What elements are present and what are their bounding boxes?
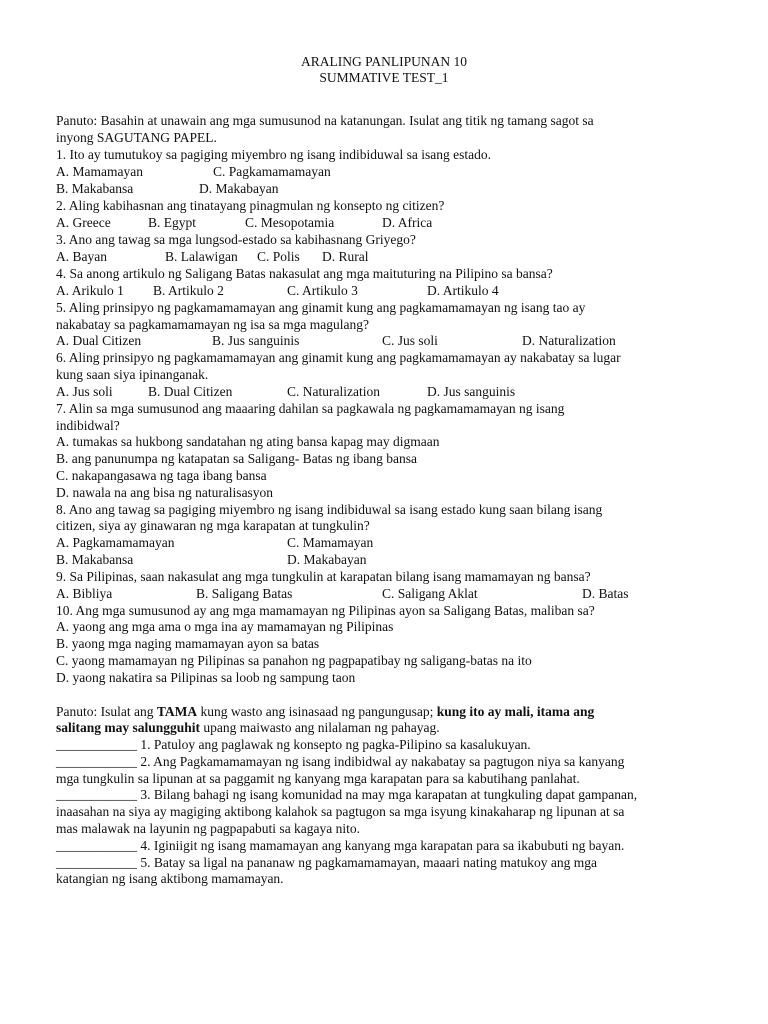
tf-item-2: ____________ 2. Ang Pagkamamamayan ng isang indibidwal ay nakabatay sa pagtugon niya sa kanyang [56,754,625,769]
question-5-choice-b: B. Jus sanguinis [212,333,300,348]
answer-blank[interactable]: ____________ [56,855,137,870]
document-title: ARALING PANLIPUNAN 10 [300,54,467,69]
question-3-choice-a: A. Bayan [56,249,107,264]
question-2-choice-d: D. Africa [382,215,433,230]
question-8-choice-c: C. Mamamayan [287,535,374,550]
question-3-choice-b: B. Lalawigan [165,249,238,264]
question-7-choice-b: B. ang panunumpa ng katapatan sa Saligang- Batas ng ibang bansa [56,451,418,466]
question-5-choice-c: C. Jus soli [382,333,438,348]
question-10-choice-d: D. yaong nakatira sa Pilipinas sa loob ng sampung taon [56,670,356,685]
tf-item-3: ____________ 3. Bilang bahagi ng isang komunidad na may mga karapatan at tungkuling dapat gampanan, [56,787,638,802]
question-5-choice-d: D. Naturalization [522,333,616,348]
question-10-choice-a: A. yaong ang mga ama o mga ina ay mamamayan ng Pilipinas [56,619,394,634]
question-4-stem: 4. Sa anong artikulo ng Saligang Batas nakasulat ang mga maituturing na Pilipino sa bansa? [56,266,553,281]
question-6-choice-c: C. Naturalization [287,384,380,399]
tf-item-1: ____________ 1. Patuloy ang paglawak ng konsepto ng pagka-Pilipino sa kasalukuyan. [56,737,531,752]
question-10-choice-c: C. yaong mamamayan ng Pilipinas sa panahon ng pagpapatibay ng saligang-batas na ito [56,653,532,668]
tf-item-4: ____________ 4. Iginiigit ng isang mamamayan ang kanyang mga karapatan para sa ikabubuti ng bayan. [56,838,625,853]
question-6-stem-line-1: 6. Aling prinsipyo ng pagkamamamayan ang ginamit kung ang pagkamamamayan ay nakabatay sa lugar [56,350,621,365]
tf-item-3-cont-1: inaasahan na siya ay magiging aktibong kalahok sa pagtugon sa mga isyung kinakaharap ng lipunan at sa [56,804,625,819]
question-1-choice-a: A. Mamamayan [56,164,143,179]
answer-blank[interactable]: ____________ [56,754,137,769]
question-9-choice-a: A. Bibliya [56,586,113,601]
answer-blank[interactable]: ____________ [56,838,137,853]
correction-instruction: kung ito ay mali, itama ang [436,704,595,719]
question-4-choice-c: C. Artikulo 3 [287,283,358,298]
question-1-choice-c: C. Pagkamamamayan [213,164,331,179]
question-1-choice-d: D. Makabayan [199,181,279,196]
question-8-choice-b: B. Makabansa [56,552,134,567]
tama-keyword: TAMA [156,704,198,719]
question-7-choice-d: D. nawala na ang bisa ng naturalisasyon [56,485,274,500]
question-2-choice-c: C. Mesopotamia [245,215,335,230]
question-1-choice-b: B. Makabansa [56,181,134,196]
question-9-stem: 9. Sa Pilipinas, saan nakasulat ang mga tungkulin at karapatan bilang isang mamamayan ng bansa? [56,569,591,584]
question-6-choice-d: D. Jus sanguinis [427,384,516,399]
question-4-choice-d: D. Artikulo 4 [427,283,499,298]
document-subtitle: SUMMATIVE TEST_1 [319,70,449,85]
question-4-choice-b: B. Artikulo 2 [153,283,224,298]
question-6-choice-b: B. Dual Citizen [148,384,233,399]
question-1-stem: 1. Ito ay tumutukoy sa pagiging miyembro ng isang indibiduwal sa isang estado. [56,147,491,162]
question-4-choice-a: A. Arikulo 1 [56,283,124,298]
question-8-choice-d: D. Makabayan [287,552,367,567]
question-6-choice-a: A. Jus soli [56,384,113,399]
tf-item-5: ____________ 5. Batay sa ligal na pananaw ng pagkamamamayan, maaari nating matukoy ang mga [56,855,597,870]
question-3-choice-c: C. Polis [257,249,300,264]
question-2-stem: 2. Aling kabihasnan ang tinatayang pinagmulan ng konsepto ng citizen? [56,198,445,213]
question-7-stem-line-1: 7. Alin sa mga sumusunod ang maaaring dahilan sa pagkawala ng pagkamamamayan ng isang [56,401,565,416]
question-5-stem-line-1: 5. Aling prinsipyo ng pagkamamamayan ang ginamit kung ang pagkamamamayan ng isang tao ay [56,300,586,315]
question-2-choice-b: B. Egypt [148,215,197,230]
underlined-word-instruction: salitang may salungguhit [56,720,201,735]
instructions-2-line-2: salitang may salungguhit upang maiwasto ang nilalaman ng pahayag. [56,720,440,735]
question-10-choice-b: B. yaong mga naging mamamayan ayon sa batas [56,636,320,651]
question-8-stem-line-1: 8. Ano ang tawag sa pagiging miyembro ng isang indibiduwal sa isang estado kung saan bilang isang [56,502,603,517]
instructions-line-1: Panuto: Basahin at unawain ang mga sumusunod na katanungan. Isulat ang titik ng tamang sagot sa [56,113,594,128]
question-7-stem-line-2: indibidwal? [56,418,120,433]
tf-item-3-cont-2: mas malawak na layunin ng pagpapabuti sa kagaya nito. [56,821,361,836]
answer-blank[interactable]: ____________ [56,787,137,802]
tf-item-2-cont: mga tungkulin sa lipunan at sa paggamit ng kanyang mga karapatan para sa kabutihang panlahat. [56,771,580,786]
answer-blank[interactable]: ____________ [56,737,137,752]
question-7-choice-c: C. nakapangasawa ng taga ibang bansa [56,468,267,483]
question-9-choice-b: B. Saligang Batas [196,586,293,601]
question-6-stem-line-2: kung saan siya ipinanganak. [56,367,209,382]
question-7-choice-a: A. tumakas sa hukbong sandatahan ng ating bansa kapag may digmaan [56,434,440,449]
question-8-choice-a: A. Pagkamamamayan [56,535,175,550]
instructions-line-2: inyong SAGUTANG PAPEL. [56,130,217,145]
question-2-choice-a: A. Greece [56,215,111,230]
tf-item-5-cont: katangian ng isang aktibong mamamayan. [56,871,284,886]
question-3-choice-d: D. Rural [322,249,369,264]
question-8-stem-line-2: citizen, siya ay ginawaran ng mga karapatan at tungkulin? [56,518,370,533]
question-9-choice-c: C. Saligang Aklat [382,586,478,601]
question-9-choice-d: D. Batas [582,586,629,601]
question-3-stem: 3. Ano ang tawag sa mga lungsod-estado sa kabihasnang Griyego? [56,232,416,247]
question-5-choice-a: A. Dual Citizen [56,333,142,348]
question-5-stem-line-2: nakabatay sa pagkamamamayan ng isa sa mga magulang? [56,317,370,332]
instructions-2-line-1: Panuto: Isulat ang TAMA kung wasto ang isinasaad ng pangungusap; kung ito ay mali, itama ang [56,704,595,719]
question-10-stem: 10. Ang mga sumusunod ay ang mga mamamayan ng Pilipinas ayon sa Saligang Batas, maliban sa? [56,603,595,618]
